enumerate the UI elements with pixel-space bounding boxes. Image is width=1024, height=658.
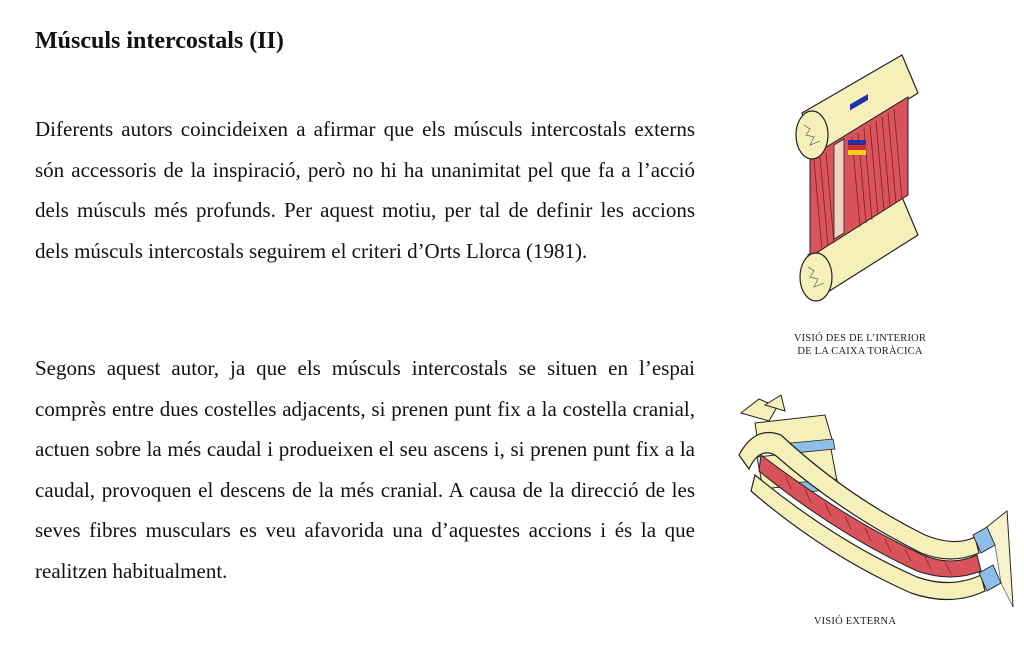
external-view-caption: VISIÓ EXTERNA <box>813 616 897 627</box>
interior-view-illustration <box>790 45 920 320</box>
interior-view-caption <box>760 332 960 358</box>
paragraph-1: Diferents autors coincideixen a afirmar que els músculs intercostals externs són accessoris de la inspiració, però no hi ha unanimitat pel que fa a l’acció dels músculs més profunds. Per aquest motiu, per tal de definir les accions dels músculs intercostals seguirem el criteri d’Orts Llorca (1981). <box>35 117 695 263</box>
color-marker <box>848 140 866 155</box>
interior-caption-line-1: VISIÓ DES DE L’INTERIOR <box>793 333 927 344</box>
paragraph-2: Segons aquest autor, ja que els músculs intercostals se situen en l’espai comprès entre dues costelles adjacents, si prenen punt fix a la costella cranial, actuen sobre la més caudal i produeixen el seu ascens i, si prenen punt fix a la caudal, provoquen el descens de la més cranial. A causa de la direcció de les seves fibres musculars es veu afavorida una d’aquestes accions i és la que realitzen habitualment. <box>35 356 695 583</box>
interior-caption-line-2: DE LA CAIXA TORÀCICA <box>797 346 923 357</box>
upper-rib-section <box>796 111 828 159</box>
page-title: Músculs intercostals (II) <box>35 28 284 54</box>
external-view-illustration <box>725 385 1015 607</box>
lower-rib-section <box>800 253 832 301</box>
